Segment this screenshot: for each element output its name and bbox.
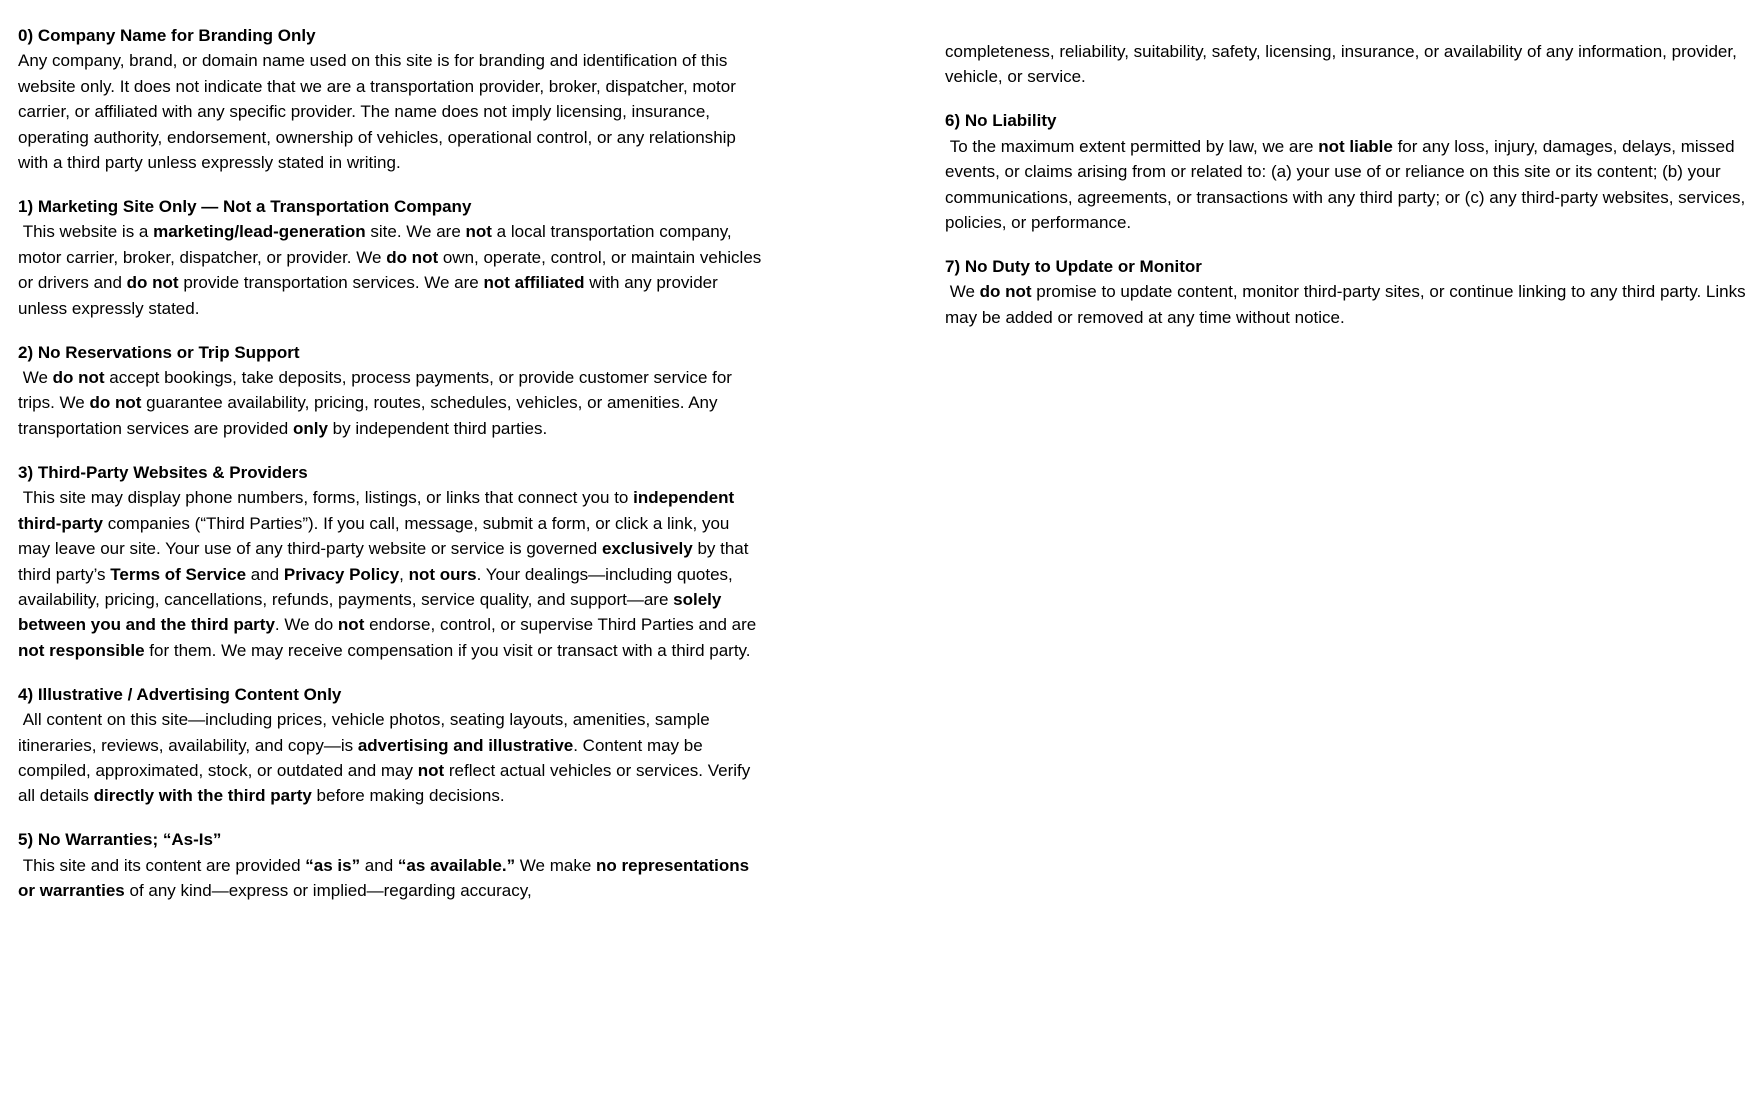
section-heading: 3) Third-Party Websites & Providers	[18, 462, 308, 482]
disclaimer-section	[18, 340, 763, 442]
bold-text-run: not ours	[408, 564, 477, 584]
text-run: This site may display phone numbers, forms, listings, or links that connect you to	[18, 488, 634, 508]
bold-text-run: “as is”	[305, 855, 361, 875]
section-paragraph	[18, 485, 763, 663]
bold-text-run: not affiliated	[483, 273, 585, 293]
disclaimer-section	[18, 194, 763, 321]
text-run: of any kind—express or implied—regarding accuracy,	[124, 881, 532, 901]
section-heading: 0) Company Name for Branding Only	[18, 26, 316, 45]
disclaimer-section	[18, 827, 763, 903]
text-run: with any provider unless expressly stated.	[18, 273, 718, 318]
section-paragraph	[945, 134, 1752, 236]
text-run: for them. We may receive compensation if you visit or transact with a third party.	[144, 640, 751, 660]
section-paragraph	[18, 48, 763, 175]
text-run: We make	[515, 855, 597, 875]
disclaimer-left-column	[18, 23, 763, 904]
bold-text-run: do not	[979, 282, 1032, 302]
text-run: and	[360, 855, 398, 875]
bold-text-run: do not	[89, 393, 142, 413]
text-run: endorse, control, or supervise Third Parties and are	[364, 615, 757, 635]
disclaimer-section	[945, 108, 1752, 235]
bold-text-run: marketing/lead-generation	[153, 222, 366, 242]
text-run: promise to update content, monitor third-party sites, or continue linking to any third party. Links may be added or removed at any time without notice.	[945, 282, 1746, 327]
bold-text-run: not responsible	[18, 640, 145, 660]
bold-text-run: not	[417, 760, 445, 780]
section-paragraph	[18, 853, 763, 904]
text-run: by that third party’s	[18, 539, 749, 584]
bold-text-run: no representations or warranties	[18, 855, 750, 901]
disclaimer-section	[18, 23, 763, 175]
text-run: All content on this site—including prices, vehicle photos, seating layouts, amenities, sample itineraries, reviews, availability, and copy—is	[18, 710, 710, 755]
section-heading: 4) Illustrative / Advertising Content Only	[18, 684, 342, 704]
section-paragraph	[18, 219, 763, 321]
section-paragraph	[945, 279, 1752, 330]
bold-text-run: not	[337, 615, 365, 635]
disclaimer-section	[945, 254, 1752, 330]
bold-text-run: do not	[386, 247, 439, 267]
disclaimer-section	[945, 39, 1752, 90]
text-run: accept bookings, take deposits, process payments, or provide customer service for trips. We	[18, 368, 732, 413]
text-run: companies (“Third Parties”). If you call, message, submit a form, or click a link, you may leave our site. Your use of any third-party website or service is governed	[18, 513, 730, 559]
section-paragraph	[18, 365, 763, 441]
bold-text-run: do not	[126, 273, 179, 293]
text-run: We	[945, 282, 980, 302]
text-run: This website is a	[18, 222, 154, 242]
text-run: . We do	[274, 615, 338, 635]
section-heading: 6) No Liability	[945, 111, 1057, 131]
text-run: provide transportation services. We are	[178, 273, 484, 293]
bold-text-run: not	[465, 222, 492, 242]
text-run: . Content may be compiled, approximated, stock, or outdated and may	[18, 735, 703, 780]
text-run: This site and its content are provided	[18, 855, 306, 875]
text-run: ,	[399, 564, 409, 584]
bold-text-run: Privacy Policy	[283, 564, 400, 584]
section-heading: 7) No Duty to Update or Monitor	[945, 257, 1202, 277]
section-paragraph	[18, 707, 763, 809]
section-heading: 2) No Reservations or Trip Support	[18, 342, 300, 362]
text-run: completeness, reliability, suitability, safety, licensing, insurance, or availability of any information, provider, vehicle, or service.	[945, 42, 1737, 87]
text-run: guarantee availability, pricing, routes, schedules, vehicles, or amenities. Any transportation services are provided	[18, 393, 718, 438]
continuation-paragraph	[945, 39, 1752, 90]
bold-text-run: Terms of Service	[110, 564, 247, 584]
bold-text-run: exclusively	[601, 539, 693, 559]
text-run: We	[18, 368, 53, 388]
section-heading: 1) Marketing Site Only — Not a Transportation Company	[18, 197, 472, 217]
disclaimer-section	[18, 460, 763, 663]
bold-text-run: independent third-party	[18, 488, 735, 533]
text-run: . Your dealings—including quotes, availability, pricing, cancellations, refunds, payments, service quality, and support—are	[18, 564, 733, 609]
text-run: before making decisions.	[311, 786, 505, 806]
section-heading: 5) No Warranties; “As-Is”	[18, 830, 222, 850]
bold-text-run: “as available.”	[397, 855, 516, 875]
text-run: reflect actual vehicles or services. Verify all details	[18, 760, 751, 806]
text-run: by independent third parties.	[327, 418, 548, 438]
text-run: To the maximum extent permitted by law, we are	[945, 136, 1319, 156]
disclaimer-section	[18, 682, 763, 809]
bold-text-run: advertising and illustrative	[357, 735, 574, 755]
text-run: own, operate, control, or maintain vehicles or drivers and	[18, 247, 762, 293]
text-run: site. We are	[365, 222, 466, 242]
bold-text-run: directly with the third party	[93, 786, 312, 806]
text-run: Any company, brand, or domain name used on this site is for branding and identification of this website only. It does not indicate that we are a transportation provider, broker, dispatcher, motor carrier, or affiliated with any specific provider. The name does not imply licensing, insurance, operating authority, endorsement, ownership of vehicles, operational control, or any relationship with a third party unless expressly stated in writing.	[18, 51, 736, 173]
bold-text-run: solely between you and the third party	[18, 589, 722, 635]
bold-text-run: only	[292, 418, 328, 438]
bold-text-run: not liable	[1318, 136, 1393, 156]
text-run: and	[246, 564, 284, 584]
text-run: a local transportation company, motor carrier, broker, dispatcher, or provider. We	[18, 222, 732, 267]
disclaimer-right-column	[945, 39, 1752, 330]
bold-text-run: do not	[52, 368, 105, 388]
text-run: for any loss, injury, damages, delays, missed events, or claims arising from or related to: (a) your use of or reliance on this site or its content; (b) your communications, agreements, or transactions with any third party; or (c) any third-party websites, services, policies, or performance.	[945, 136, 1746, 233]
